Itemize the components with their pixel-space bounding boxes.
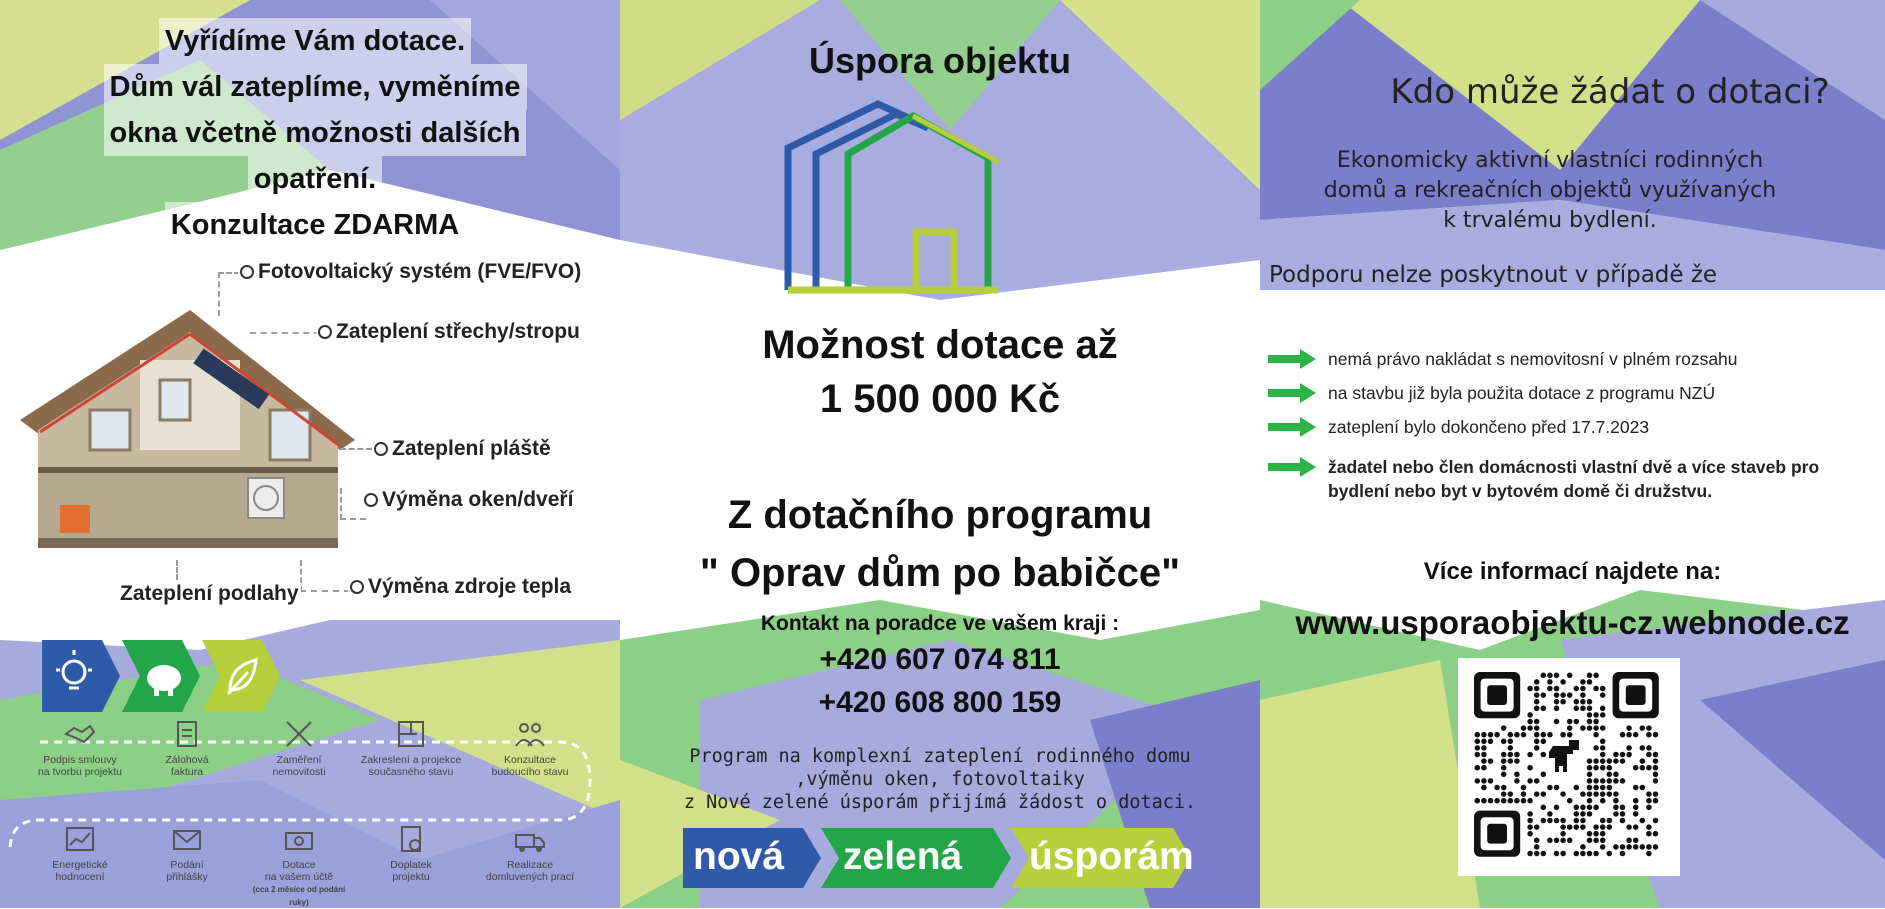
step-energy-assessment	[25, 825, 135, 883]
callout-walls	[372, 437, 553, 461]
bullet-circle-icon	[364, 493, 378, 507]
step-label: Zakreslení a projekce současného stavu	[360, 754, 462, 778]
exclusion-heading: Podporu nelze poskytnout v případě že	[1269, 262, 1718, 288]
measure-icon	[283, 720, 315, 750]
nzu-logo-zelena: zelená	[843, 835, 963, 878]
leader-line	[176, 560, 180, 580]
bullet-circle-icon	[318, 325, 332, 339]
process-badges	[42, 640, 282, 712]
step-invoice	[132, 720, 242, 778]
exclusion-text: nemá právo nakládat s nemovitosní v plném rozsahu	[1328, 349, 1738, 369]
program-name	[620, 486, 1260, 602]
step-label: Dotace na vašem účtě	[264, 859, 334, 883]
callout-windows	[362, 488, 575, 512]
invoice-icon	[171, 720, 203, 750]
brand-title: Úspora objektu	[808, 40, 1072, 81]
callout-floor-text: Zateplení podlahy	[120, 582, 299, 605]
step-measure	[244, 720, 354, 778]
headline-line-4: opatření.	[248, 156, 382, 202]
exclusion-text: na stavbu již byla použita dotace z programu NZÚ	[1328, 383, 1716, 403]
consultation-icon	[514, 720, 546, 750]
step-label: Doplatek projektu	[390, 859, 432, 883]
step-subsidy	[244, 825, 354, 909]
house-outline-logo	[768, 98, 1008, 298]
leader-line	[218, 272, 240, 316]
middle-panel	[620, 0, 1260, 908]
eligibility-title: Kdo může žádat o dotaci?	[1390, 72, 1830, 112]
eligible-line-3: k trvalému bydlení.	[1443, 208, 1657, 233]
step-label: Konzultace budoucího stavu	[491, 754, 569, 778]
desc-line-2: ,výměnu oken, fotovoltaiky	[795, 769, 1085, 790]
desc-line-1: Program na komplexní zateplení rodinného domu	[689, 746, 1191, 767]
left-headline	[20, 18, 610, 248]
right-panel	[1260, 0, 1885, 908]
eligibility-text	[1280, 146, 1820, 236]
more-info-label: Více informací najdete na:	[1423, 558, 1722, 585]
step-note: (cca 2 měsíce od podání ruky)	[252, 885, 346, 907]
house-cutaway-illustration	[20, 300, 360, 555]
leaf-badge	[202, 640, 280, 712]
money-icon	[283, 825, 315, 855]
green-arrow-icon	[1268, 417, 1316, 437]
qr-code[interactable]	[1458, 658, 1680, 876]
handshake-icon	[64, 720, 96, 750]
chart-icon	[64, 825, 96, 855]
step-floorplan	[356, 720, 466, 778]
green-arrow-icon	[1268, 457, 1316, 477]
bullet-circle-icon	[374, 442, 388, 456]
left-panel	[0, 0, 620, 908]
step-realization	[475, 825, 585, 883]
website-link[interactable]: www.usporaobjektu-cz.webnode.cz	[1295, 604, 1850, 641]
phone-number-1[interactable]: +420 607 074 811	[819, 643, 1061, 676]
callout-heating	[348, 575, 573, 599]
callout-floor	[118, 582, 301, 606]
process-steps	[0, 720, 620, 907]
mail-icon	[171, 825, 203, 855]
headline-line-3: okna včetně možnosti dalších	[104, 110, 527, 156]
callout-fve	[238, 260, 583, 284]
callout-fve-text: Fotovoltaický systém (FVE/FVO)	[258, 260, 582, 283]
amount-line-2: 1 500 000 Kč	[819, 377, 1061, 421]
qr-code-pattern	[1458, 658, 1680, 876]
exclusion-text: zateplení bylo dokončeno před 17.7.2023	[1328, 417, 1650, 437]
nzu-logo-usporam: úsporám	[1029, 835, 1194, 878]
subsidy-amount	[620, 318, 1260, 426]
callout-walls-text: Zateplení pláště	[392, 437, 551, 460]
green-arrow-icon	[1268, 383, 1316, 403]
eligible-line-1: Ekonomicky aktivní vlastníci rodinných	[1336, 148, 1764, 173]
program-description	[620, 745, 1260, 814]
amount-line-1: Možnost dotace až	[762, 323, 1118, 367]
callout-heating-text: Výměna zdroje tepla	[368, 575, 572, 598]
bullet-circle-icon	[350, 580, 364, 594]
step-label: Zaměření nemovitosti	[272, 754, 326, 778]
bullet-circle-icon	[240, 265, 254, 279]
headline-line-5: Konzultace ZDARMA	[165, 202, 465, 248]
callout-roof-text: Zateplení střechy/stropu	[336, 320, 580, 343]
headline-line-1: Vyřídíme Vám dotace.	[159, 18, 471, 64]
step-label: Energetické hodnocení	[52, 859, 108, 883]
headline-line-2: Dům vál zateplíme, vyměníme	[104, 64, 527, 110]
exclusion-text: žadatel nebo člen domácnosti vlastní dvě a více staveb pro	[1328, 457, 1820, 477]
nzu-logo-nova: nová	[693, 835, 785, 878]
step-label: Realizace domluvených prací	[485, 859, 575, 883]
step-payment	[356, 825, 466, 883]
exclusion-text: bydlení nebo byt v bytovém domě či družstvu.	[1328, 481, 1713, 501]
document-icon	[395, 825, 427, 855]
program-line-2: " Oprav dům po babičce"	[699, 551, 1181, 595]
truck-icon	[514, 825, 546, 855]
leader-line	[250, 332, 320, 336]
program-line-1: Z dotačního programu	[727, 493, 1153, 537]
desc-line-3: z Nové zelené úsporám přijímá žádost o dotaci.	[683, 792, 1197, 813]
callout-windows-text: Výměna oken/dveří	[382, 488, 574, 511]
eligible-line-2: domů a rekreačních objektů využívaných	[1323, 178, 1777, 203]
phone-number-2[interactable]: +420 608 800 159	[818, 686, 1062, 719]
leader-line	[300, 560, 350, 592]
leader-line	[340, 448, 372, 452]
step-label: Zálohová faktura	[165, 754, 209, 778]
callout-roof	[316, 320, 582, 344]
step-consultation	[475, 720, 585, 778]
step-contract	[25, 720, 135, 778]
green-arrow-icon	[1268, 349, 1316, 369]
step-label: Podání přihlášky	[166, 859, 208, 883]
step-application	[132, 825, 242, 883]
contact-label: Kontakt na poradce ve vašem kraji :	[760, 612, 1120, 635]
step-label: Podpis smlouvy na tvorbu projektu	[37, 754, 123, 778]
lightbulb-badge	[42, 640, 120, 712]
floorplan-icon	[395, 720, 427, 750]
